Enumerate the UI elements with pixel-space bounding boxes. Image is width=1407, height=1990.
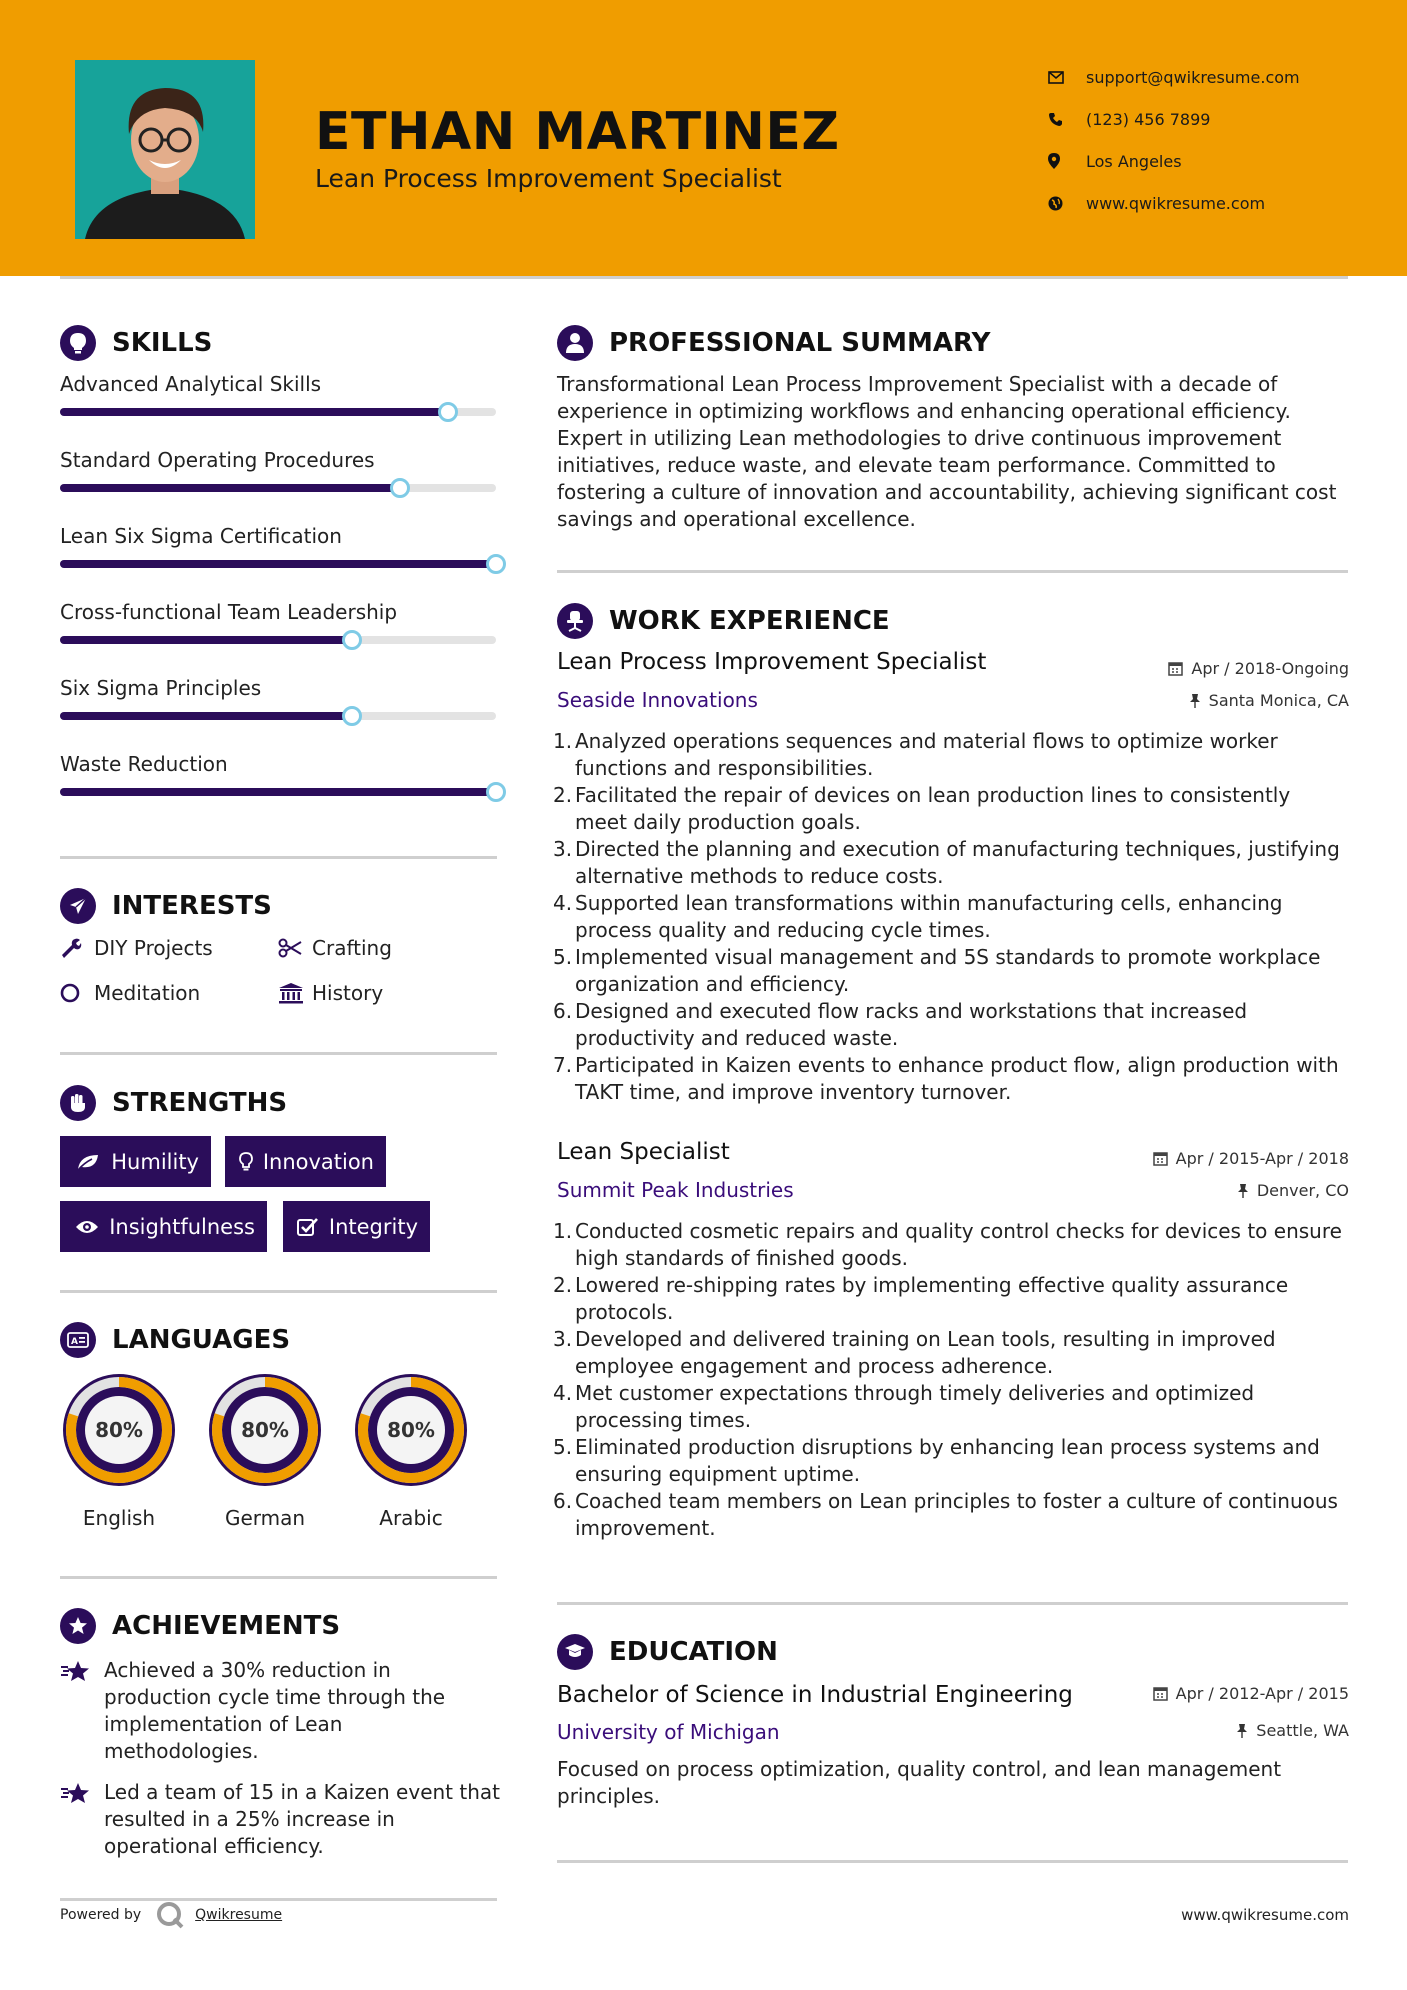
education-school: University of Michigan <box>557 1720 780 1744</box>
job-dates-text: Apr / 2018-Ongoing <box>1191 659 1349 678</box>
experience-heading-text: WORK EXPERIENCE <box>609 606 890 636</box>
skill-item <box>60 600 500 624</box>
section-divider <box>60 1576 497 1579</box>
bank-icon <box>278 982 312 1004</box>
skill-bar-fill <box>60 788 496 796</box>
duty-item: Facilitated the repair of devices on lean production lines to consistently meet daily production goals. <box>575 783 1291 834</box>
skill-label: Advanced Analytical Skills <box>60 372 322 396</box>
summary-text: Transformational Lean Process Improvement Specialist with a decade of experience in optimizing workflows and enhancing operational efficiency. Expert in utilizing Lean methodologies to drive continuous improvement initiatives, reduce waste, and elevate team performance. Committed to fostering a culture of innovation and accountability, achieving significant cost savings and operational excellence. <box>557 372 1337 531</box>
achievement-item <box>60 1779 500 1860</box>
interest-label: History <box>312 981 384 1005</box>
job-duties <box>557 1218 1347 1542</box>
skill-bar-fill <box>60 560 496 568</box>
skill-item <box>60 372 500 396</box>
skills-heading <box>60 325 212 361</box>
strength-label: Insightfulness <box>109 1214 255 1239</box>
job-company: Seaside Innovations <box>557 688 758 712</box>
footer-powered-by <box>60 1900 282 1930</box>
contact-website[interactable] <box>1048 182 1300 224</box>
paper-plane-icon <box>60 888 96 924</box>
candidate-role: Lean Process Improvement Specialist <box>315 164 782 193</box>
svg-text:A: A <box>71 1337 78 1347</box>
job-company: Summit Peak Industries <box>557 1178 794 1202</box>
language-ring <box>57 1368 181 1492</box>
duty-item: Conducted cosmetic repairs and quality control checks for devices to ensure high standards of finished goods. <box>575 1219 1342 1270</box>
education-location <box>1236 1721 1349 1740</box>
contact-email-text: support@qwikresume.com <box>1086 67 1300 87</box>
skill-item <box>60 752 500 776</box>
eye-icon <box>72 1219 101 1235</box>
duty-item: Developed and delivered training on Lean tools, resulting in improved employee engagement and process adherence. <box>575 1327 1276 1378</box>
contact-phone[interactable] <box>1048 98 1300 140</box>
language-percent: 80% <box>95 1418 143 1442</box>
strength-tag <box>60 1201 267 1252</box>
languages-heading-text: LANGUAGES <box>112 1325 291 1355</box>
skill-bar-knob <box>438 402 458 422</box>
calendar-icon <box>1153 1686 1168 1701</box>
skill-bar-knob <box>486 782 506 802</box>
skill-bar-knob <box>390 478 410 498</box>
star-icon <box>60 1657 104 1765</box>
interest-label: Meditation <box>94 981 201 1005</box>
job-location-text: Santa Monica, CA <box>1208 691 1349 710</box>
skill-bar-fill <box>60 484 400 492</box>
summary-heading-text: PROFESSIONAL SUMMARY <box>609 328 991 358</box>
achievements-heading-text: ACHIEVEMENTS <box>112 1611 341 1641</box>
job-duties <box>557 728 1347 1106</box>
interest-label: DIY Projects <box>94 936 213 960</box>
user-icon <box>557 325 593 361</box>
resume-header <box>0 0 1407 276</box>
contact-list <box>1048 56 1300 224</box>
job-dates-text: Apr / 2015-Apr / 2018 <box>1175 1149 1349 1168</box>
language-name: Arabic <box>379 1506 443 1530</box>
contact-website-text: www.qwikresume.com <box>1086 193 1266 213</box>
language-icon <box>60 1322 96 1358</box>
education-heading <box>557 1634 778 1670</box>
duty-item: Met customer expectations through timely deliveries and optimized processing times. <box>575 1381 1255 1432</box>
education-dates <box>1153 1684 1349 1703</box>
contact-email[interactable] <box>1048 56 1300 98</box>
language-ring <box>349 1368 473 1492</box>
languages-heading <box>60 1322 290 1358</box>
strength-tag <box>225 1136 386 1187</box>
duty-item: Participated in Kaizen events to enhance product flow, align production with TAKT time, and improve inventory turnover. <box>575 1053 1339 1104</box>
brand-link[interactable]: Qwikresume <box>195 1907 283 1923</box>
language-item <box>57 1368 181 1530</box>
skill-label: Six Sigma Principles <box>60 676 262 700</box>
education-location-text: Seattle, WA <box>1256 1721 1349 1740</box>
language-item <box>349 1368 473 1530</box>
envelope-icon <box>1048 71 1086 84</box>
globe-icon <box>1048 196 1086 211</box>
strength-tag <box>283 1201 430 1252</box>
skill-bar <box>60 636 496 644</box>
star-icon <box>60 1779 104 1860</box>
pushpin-icon <box>1189 693 1201 708</box>
language-percent: 80% <box>387 1418 435 1442</box>
skills-heading-text: SKILLS <box>112 328 213 358</box>
job-title: Lean Specialist <box>557 1139 730 1165</box>
skill-label: Standard Operating Procedures <box>60 448 375 472</box>
contact-location <box>1048 140 1300 182</box>
footer-url[interactable]: www.qwikresume.com <box>1181 1906 1349 1924</box>
strength-tag <box>60 1136 211 1187</box>
map-marker-icon <box>1048 153 1086 169</box>
skill-bar-knob <box>342 706 362 726</box>
candidate-name: ETHAN MARTINEZ <box>315 102 840 162</box>
language-percent: 80% <box>241 1418 289 1442</box>
circle-icon <box>60 983 94 1003</box>
calendar-icon <box>1153 1151 1168 1166</box>
pushpin-icon <box>1236 1723 1248 1738</box>
duty-item: Designed and executed flow racks and workstations that increased productivity and reduced waste. <box>575 999 1248 1050</box>
experience-heading <box>557 603 890 639</box>
education-heading-text: EDUCATION <box>609 1637 778 1667</box>
language-item <box>203 1368 327 1530</box>
job-dates <box>1153 1149 1349 1168</box>
interests-heading <box>60 888 272 924</box>
skill-bar-fill <box>60 636 352 644</box>
achievement-item <box>60 1657 500 1765</box>
fist-icon <box>60 1085 96 1121</box>
graduation-icon <box>557 1634 593 1670</box>
skill-bar-fill <box>60 712 352 720</box>
header-divider <box>60 276 1348 279</box>
strengths-heading-text: STRENGTHS <box>112 1088 288 1118</box>
job-location-text: Denver, CO <box>1256 1181 1349 1200</box>
skill-bar <box>60 484 496 492</box>
star-badge-icon <box>60 1608 96 1644</box>
achievements-heading <box>60 1608 340 1644</box>
education-degree: Bachelor of Science in Industrial Engineering <box>557 1682 1073 1708</box>
wrench-icon <box>60 937 94 959</box>
strengths-heading <box>60 1085 287 1121</box>
skill-bar <box>60 408 496 416</box>
interest-item <box>278 936 392 960</box>
achievement-text: Led a team of 15 in a Kaizen event that resulted in a 25% increase in operational efficiency. <box>104 1780 500 1858</box>
skill-label: Lean Six Sigma Certification <box>60 524 342 548</box>
contact-location-text: Los Angeles <box>1086 151 1182 171</box>
duty-item: Analyzed operations sequences and material flows to optimize worker functions and responsibilities. <box>575 729 1278 780</box>
powered-by-text: Powered by <box>60 1907 142 1923</box>
calendar-icon <box>1168 661 1183 676</box>
language-ring <box>203 1368 327 1492</box>
skill-bar-fill <box>60 408 448 416</box>
duty-item: Implemented visual management and 5S standards to promote workplace organization and efficiency. <box>575 945 1321 996</box>
job-location <box>1189 691 1349 710</box>
leaf-icon <box>72 1153 103 1171</box>
education-dates-text: Apr / 2012-Apr / 2015 <box>1175 1684 1349 1703</box>
skill-bar <box>60 560 496 568</box>
lightbulb-icon <box>237 1152 255 1172</box>
duty-item: Directed the planning and execution of manufacturing techniques, justifying alternative methods to reduce costs. <box>575 837 1340 888</box>
interests-heading-text: INTERESTS <box>112 891 272 921</box>
phone-icon <box>1048 112 1086 127</box>
summary-heading <box>557 325 990 361</box>
job-dates <box>1168 659 1349 678</box>
job-location <box>1237 1181 1349 1200</box>
skill-label: Waste Reduction <box>60 752 228 776</box>
duty-item: Eliminated production disruptions by enhancing lean process systems and ensuring equipment uptime. <box>575 1435 1320 1486</box>
qwikresume-logo-icon <box>155 1900 185 1930</box>
strength-label: Integrity <box>328 1214 418 1239</box>
interest-item <box>278 981 383 1005</box>
duty-item: Supported lean transformations within manufacturing cells, enhancing process quality and reducing cycle times. <box>575 891 1283 942</box>
skill-bar-knob <box>342 630 362 650</box>
skill-bar <box>60 788 496 796</box>
duty-item: Coached team members on Lean principles to foster a culture of continuous improvement. <box>575 1489 1338 1540</box>
language-name: German <box>224 1506 306 1530</box>
section-divider <box>557 1860 1348 1863</box>
office-chair-icon <box>557 603 593 639</box>
section-divider <box>557 1602 1348 1605</box>
skill-bar-knob <box>486 554 506 574</box>
language-name: English <box>82 1506 156 1530</box>
check-square-icon <box>295 1217 321 1237</box>
skill-item <box>60 676 500 700</box>
education-description: Focused on process optimization, quality control, and lean management principles. <box>557 1757 1282 1808</box>
interest-item <box>60 936 213 960</box>
section-divider <box>60 856 497 859</box>
achievement-text: Achieved a 30% reduction in production cycle time through the implementation of Lean methodologies. <box>104 1658 446 1763</box>
section-divider <box>557 570 1348 573</box>
scissors-icon <box>278 938 312 958</box>
job-title: Lean Process Improvement Specialist <box>557 649 987 675</box>
strength-label: Humility <box>111 1149 199 1174</box>
skill-item <box>60 448 500 472</box>
pushpin-icon <box>1237 1183 1249 1198</box>
interest-item <box>60 981 200 1005</box>
section-divider <box>60 1052 497 1055</box>
duty-item: Lowered re-shipping rates by implementing effective quality assurance protocols. <box>575 1273 1289 1324</box>
interest-label: Crafting <box>312 936 392 960</box>
lightbulb-icon <box>60 325 96 361</box>
skill-label: Cross-functional Team Leadership <box>60 600 398 624</box>
contact-phone-text: (123) 456 7899 <box>1086 109 1211 129</box>
skill-bar <box>60 712 496 720</box>
strength-label: Innovation <box>262 1149 374 1174</box>
section-divider <box>60 1290 497 1293</box>
skill-item <box>60 524 500 548</box>
profile-photo <box>75 60 255 239</box>
